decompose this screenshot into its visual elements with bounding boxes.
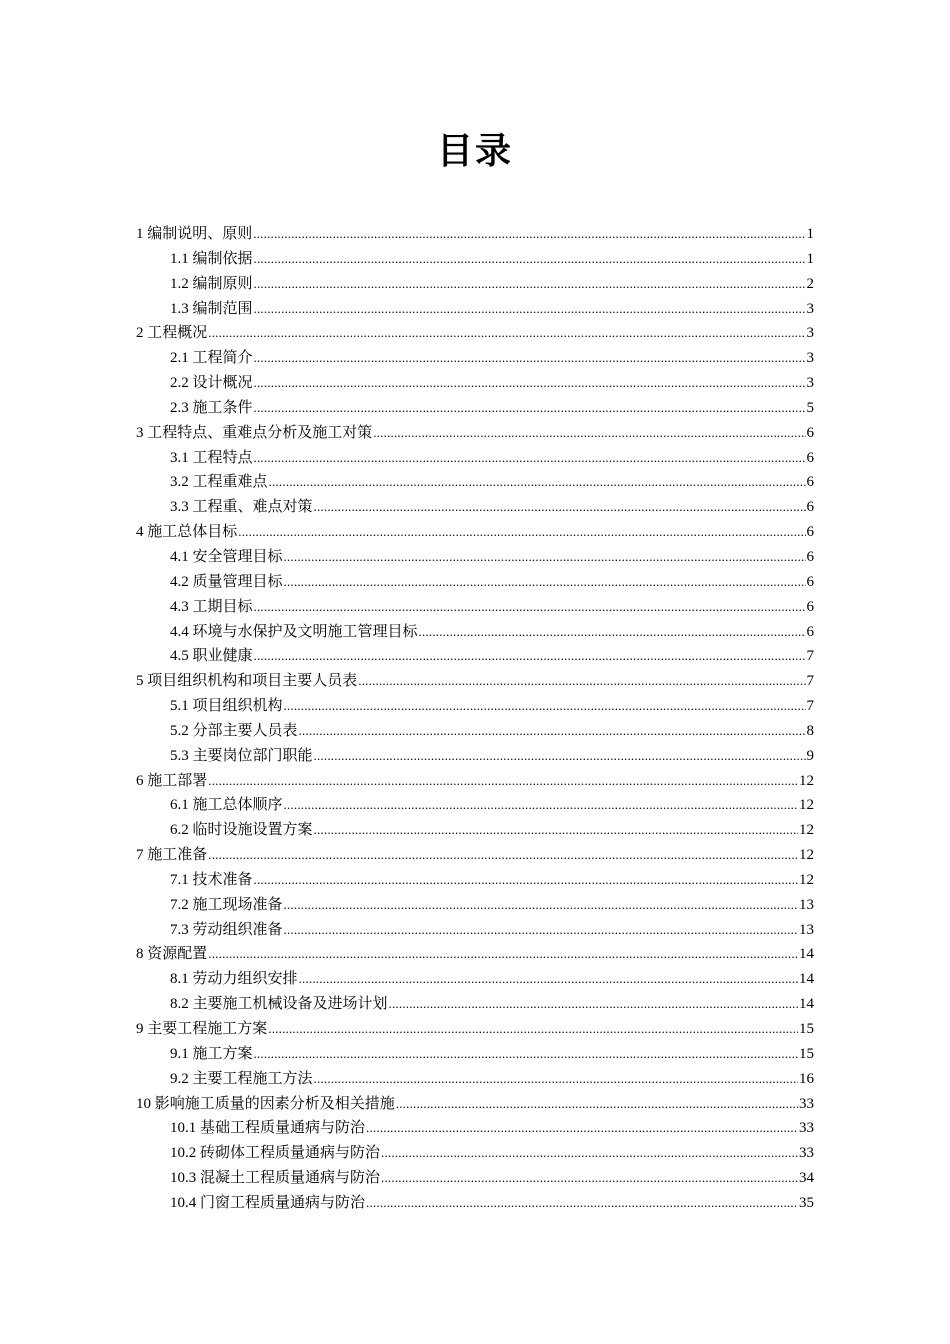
toc-dot-leader bbox=[254, 595, 806, 620]
toc-dot-leader bbox=[208, 321, 805, 346]
toc-entry-label: 1.3 编制范围 bbox=[170, 300, 253, 317]
toc-dot-leader bbox=[284, 694, 806, 719]
toc-dot-leader bbox=[268, 1017, 798, 1042]
toc-subentry[interactable] bbox=[136, 272, 814, 297]
toc-entry-label: 7.2 施工现场准备 bbox=[170, 896, 283, 913]
page-title: 目录 bbox=[436, 131, 513, 172]
toc-page-number: 6 bbox=[806, 449, 814, 466]
toc-subentry[interactable] bbox=[136, 595, 814, 620]
toc-entry-label: 3.3 工程重、难点对策 bbox=[170, 499, 313, 516]
toc-entry-label: 6.2 临时设施设置方案 bbox=[170, 822, 313, 839]
toc-dot-leader bbox=[284, 545, 806, 570]
toc-entry-label: 9.2 主要工程施工方法 bbox=[170, 1070, 313, 1087]
toc-dot-leader bbox=[366, 1191, 798, 1216]
toc-dot-leader bbox=[254, 1042, 798, 1067]
toc-dot-leader bbox=[314, 495, 806, 520]
toc-subentry[interactable] bbox=[136, 1141, 814, 1166]
toc-page-number: 1 bbox=[806, 226, 814, 242]
toc-entry[interactable] bbox=[136, 669, 814, 694]
toc-subentry[interactable] bbox=[136, 793, 814, 818]
toc-dot-leader bbox=[314, 744, 806, 769]
toc-dot-leader bbox=[299, 719, 806, 744]
toc-entry[interactable] bbox=[136, 321, 814, 346]
toc-dot-leader bbox=[373, 421, 805, 446]
toc-entry-label: 4.1 安全管理目标 bbox=[170, 548, 283, 565]
table-of-contents bbox=[136, 222, 814, 1216]
toc-page-number: 7 bbox=[806, 698, 814, 715]
toc-page-number: 14 bbox=[799, 971, 814, 988]
toc-entry-label: 10 影响施工质量的因素分析及相关措施 bbox=[136, 1095, 395, 1112]
toc-subentry[interactable] bbox=[136, 719, 814, 744]
toc-dot-leader bbox=[381, 1141, 798, 1166]
toc-entry-label: 1.2 编制原则 bbox=[170, 275, 253, 292]
toc-entry[interactable] bbox=[136, 520, 814, 545]
toc-page-number: 6 bbox=[806, 548, 814, 565]
toc-entry-label: 5.2 分部主要人员表 bbox=[170, 722, 298, 739]
toc-page-number: 7 bbox=[806, 648, 814, 665]
toc-page-number: 6 bbox=[806, 623, 814, 640]
toc-dot-leader bbox=[254, 396, 806, 421]
toc-dot-leader bbox=[208, 942, 798, 967]
toc-subentry[interactable] bbox=[136, 1191, 814, 1216]
toc-entry-label: 5 项目组织机构和项目主要人员表 bbox=[136, 673, 358, 690]
toc-subentry[interactable] bbox=[136, 1067, 814, 1092]
toc-page-number: 6 bbox=[806, 499, 814, 516]
toc-entry-label: 5.1 项目组织机构 bbox=[170, 698, 283, 715]
toc-page-number: 8 bbox=[806, 722, 814, 739]
toc-dot-leader bbox=[389, 992, 798, 1017]
toc-subentry[interactable] bbox=[136, 644, 814, 669]
toc-dot-leader bbox=[314, 818, 798, 843]
toc-subentry[interactable] bbox=[136, 967, 814, 992]
toc-page-number: 3 bbox=[806, 375, 814, 392]
toc-page-number: 33 bbox=[799, 1145, 814, 1162]
toc-subentry[interactable] bbox=[136, 570, 814, 595]
toc-page-number: 6 bbox=[806, 598, 814, 615]
toc-subentry[interactable] bbox=[136, 470, 814, 495]
toc-dot-leader bbox=[254, 247, 806, 272]
toc-page-number: 15 bbox=[799, 1045, 814, 1062]
toc-entry-label: 9 主要工程施工方案 bbox=[136, 1021, 268, 1037]
toc-entry-label: 4.2 质量管理目标 bbox=[170, 573, 283, 590]
toc-page-number: 33 bbox=[799, 1120, 814, 1137]
toc-page-number: 6 bbox=[806, 424, 814, 441]
toc-subentry[interactable] bbox=[136, 371, 814, 396]
toc-entry-label: 3 工程特点、重难点分析及施工对策 bbox=[136, 424, 373, 441]
toc-entry-label: 2.2 设计概况 bbox=[170, 375, 253, 392]
toc-entry-label: 6 施工部署 bbox=[136, 772, 208, 789]
toc-entry-label: 10.1 基础工程质量通病与防治 bbox=[170, 1120, 366, 1137]
toc-dot-leader bbox=[284, 893, 798, 918]
toc-dot-leader bbox=[254, 371, 806, 396]
toc-subentry[interactable] bbox=[136, 620, 814, 645]
toc-entry-label: 8 资源配置 bbox=[136, 946, 208, 963]
toc-entry-label: 4.4 环境与水保护及文明施工管理目标 bbox=[170, 623, 418, 640]
toc-dot-leader bbox=[381, 1166, 798, 1191]
toc-entry[interactable] bbox=[136, 769, 814, 794]
toc-page-number: 12 bbox=[799, 822, 814, 839]
toc-page-number: 9 bbox=[806, 747, 814, 764]
toc-entry-label: 7.1 技术准备 bbox=[170, 871, 253, 888]
toc-dot-leader bbox=[253, 222, 805, 247]
toc-page-number: 15 bbox=[799, 1021, 814, 1037]
toc-dot-leader bbox=[419, 620, 806, 645]
toc-entry[interactable] bbox=[136, 843, 814, 868]
toc-page-number: 12 bbox=[799, 797, 814, 814]
toc-subentry[interactable] bbox=[136, 247, 814, 272]
toc-subentry[interactable] bbox=[136, 918, 814, 943]
toc-subentry[interactable] bbox=[136, 1116, 814, 1141]
toc-entry[interactable] bbox=[136, 222, 814, 247]
toc-entry-label: 3.2 工程重难点 bbox=[170, 474, 268, 491]
toc-dot-leader bbox=[254, 272, 806, 297]
toc-subentry[interactable] bbox=[136, 818, 814, 843]
toc-page-number: 3 bbox=[806, 350, 814, 367]
toc-page-number: 12 bbox=[799, 772, 814, 789]
toc-entry[interactable] bbox=[136, 1017, 814, 1042]
toc-dot-leader bbox=[208, 843, 798, 868]
toc-dot-leader bbox=[254, 868, 798, 893]
toc-page-number: 34 bbox=[799, 1170, 814, 1187]
toc-dot-leader bbox=[396, 1092, 798, 1117]
toc-page-number: 14 bbox=[799, 996, 814, 1013]
toc-page-number: 7 bbox=[806, 673, 814, 690]
toc-entry-label: 2 工程概况 bbox=[136, 325, 208, 342]
toc-subentry[interactable] bbox=[136, 868, 814, 893]
toc-subentry[interactable] bbox=[136, 396, 814, 421]
toc-entry-label: 7.3 劳动组织准备 bbox=[170, 921, 283, 938]
toc-entry-label: 8.1 劳动力组织安排 bbox=[170, 971, 298, 988]
toc-entry-label: 10.3 混凝土工程质量通病与防治 bbox=[170, 1170, 381, 1187]
toc-entry[interactable] bbox=[136, 1092, 814, 1117]
toc-page-number: 6 bbox=[806, 474, 814, 491]
toc-entry[interactable] bbox=[136, 421, 814, 446]
toc-dot-leader bbox=[358, 669, 805, 694]
toc-entry-label: 7 施工准备 bbox=[136, 847, 208, 864]
toc-dot-leader bbox=[238, 520, 805, 545]
toc-page-number: 16 bbox=[799, 1070, 814, 1087]
toc-dot-leader bbox=[299, 967, 798, 992]
toc-entry-label: 2.3 施工条件 bbox=[170, 399, 253, 416]
toc-page-number: 13 bbox=[799, 921, 814, 938]
toc-page-number: 2 bbox=[806, 275, 814, 292]
toc-dot-leader bbox=[314, 1067, 798, 1092]
toc-page-number: 3 bbox=[806, 325, 814, 342]
toc-entry-label: 4.5 职业健康 bbox=[170, 648, 253, 665]
toc-entry-label: 4.3 工期目标 bbox=[170, 598, 253, 615]
toc-entry-label: 9.1 施工方案 bbox=[170, 1045, 253, 1062]
toc-subentry[interactable] bbox=[136, 346, 814, 371]
toc-subentry[interactable] bbox=[136, 495, 814, 520]
toc-entry[interactable] bbox=[136, 942, 814, 967]
toc-entry-label: 2.1 工程简介 bbox=[170, 350, 253, 367]
toc-dot-leader bbox=[366, 1116, 798, 1141]
toc-dot-leader bbox=[284, 570, 806, 595]
toc-page-number: 3 bbox=[806, 300, 814, 317]
toc-entry-label: 6.1 施工总体顺序 bbox=[170, 797, 283, 814]
toc-page-number: 12 bbox=[799, 871, 814, 888]
toc-subentry[interactable] bbox=[136, 992, 814, 1017]
toc-entry-label: 10.2 砖砌体工程质量通病与防治 bbox=[170, 1145, 381, 1162]
toc-page-number: 6 bbox=[806, 524, 814, 541]
toc-page-number: 13 bbox=[799, 896, 814, 913]
toc-dot-leader bbox=[208, 769, 798, 794]
toc-subentry[interactable] bbox=[136, 744, 814, 769]
toc-page-number: 12 bbox=[799, 847, 814, 864]
toc-entry-label: 4 施工总体目标 bbox=[136, 524, 238, 541]
toc-subentry[interactable] bbox=[136, 545, 814, 570]
toc-page-number: 14 bbox=[799, 946, 814, 963]
toc-subentry[interactable] bbox=[136, 893, 814, 918]
toc-entry-label: 5.3 主要岗位部门职能 bbox=[170, 747, 313, 764]
toc-dot-leader bbox=[254, 446, 806, 471]
toc-entry-label: 1.1 编制依据 bbox=[170, 250, 253, 267]
toc-page-number: 5 bbox=[806, 399, 814, 416]
toc-subentry[interactable] bbox=[136, 1166, 814, 1191]
toc-dot-leader bbox=[254, 644, 806, 669]
toc-dot-leader bbox=[254, 346, 806, 371]
toc-entry-label: 10.4 门窗工程质量通病与防治 bbox=[170, 1194, 366, 1211]
toc-subentry[interactable] bbox=[136, 297, 814, 322]
toc-page-number: 35 bbox=[799, 1194, 814, 1211]
toc-subentry[interactable] bbox=[136, 1042, 814, 1067]
toc-page-number: 33 bbox=[799, 1095, 814, 1112]
toc-entry-label: 3.1 工程特点 bbox=[170, 449, 253, 466]
toc-dot-leader bbox=[269, 470, 806, 495]
toc-subentry[interactable] bbox=[136, 446, 814, 471]
toc-entry-label: 1 编制说明、原则 bbox=[136, 226, 253, 242]
toc-page-number: 6 bbox=[806, 573, 814, 590]
toc-dot-leader bbox=[254, 297, 806, 322]
toc-subentry[interactable] bbox=[136, 694, 814, 719]
toc-dot-leader bbox=[284, 793, 798, 818]
toc-page-number: 1 bbox=[806, 250, 814, 267]
toc-dot-leader bbox=[284, 918, 798, 943]
toc-entry-label: 8.2 主要施工机械设备及进场计划 bbox=[170, 996, 388, 1013]
